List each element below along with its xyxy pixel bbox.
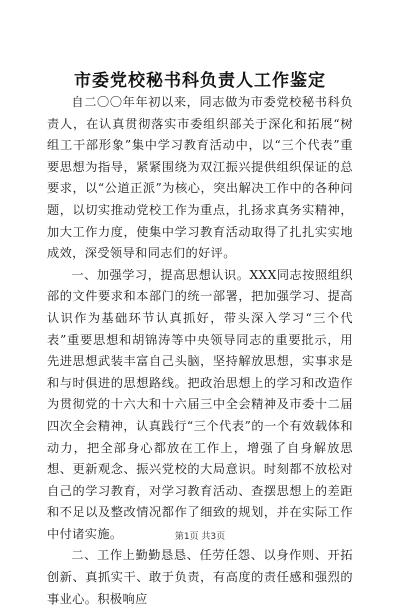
document-title: 市委党校秘书科负责人工作鉴定 (74, 71, 326, 91)
paragraph-section-one: 一、加强学习，提高思想认识。XXX同志按照组织部的文件要求和本部门的统一部署，把加强学习、提高认识作为基础环节认真抓好，带头深入学习“三个代表”重要思想和胡锦涛等中央领导同志的重要批示，用先进思想武装丰富自己头脑，坚持解放思想，实事求是和与时俱进的思想路线。把政治思想上的学习和改造作为贯彻党的十六大和十六届三中全会精神及市委十二届四次全会精神，认真践行“三个代表”的一个有效载体和动力，把全部身心都放在工作上，增强了自身解放思想、更新观念、振兴党校的大局意识。时刻都不放松对自己的学习教育，对学习教育活动、查摆思想上的差距和不足以及整改情况都作了细致的规划，并在实际工作中付诸实施。 (47, 267, 353, 541)
paragraph-section-two: 二、工作上勤勤恳恳、任劳任怨、以身作则、开拓创新、真抓实干、敢于负责，有高度的责任感和强烈的事业心。积极响应 (47, 548, 353, 606)
paragraph-intro: 自二〇〇年年初以来，同志做为市委党校秘书科负责人，在认真贯彻落实市委组织部关于深化和拓展“树组工干部形象”集中学习教育活动中，以“三个代表”重要思想为指导，紧紧围绕为双江振兴提供组织保证的总要求，以“公道正派”为核心，突出解决工作中的各种问题，以切实推动党校工作为重点，扎扬求真务实精神，加大工作力度，使集中学习教育活动取得了扎扎实实地成效，深受领导和同志们的好评。 (47, 95, 353, 261)
page-number-footer: 第1页 共3页 (174, 532, 226, 542)
